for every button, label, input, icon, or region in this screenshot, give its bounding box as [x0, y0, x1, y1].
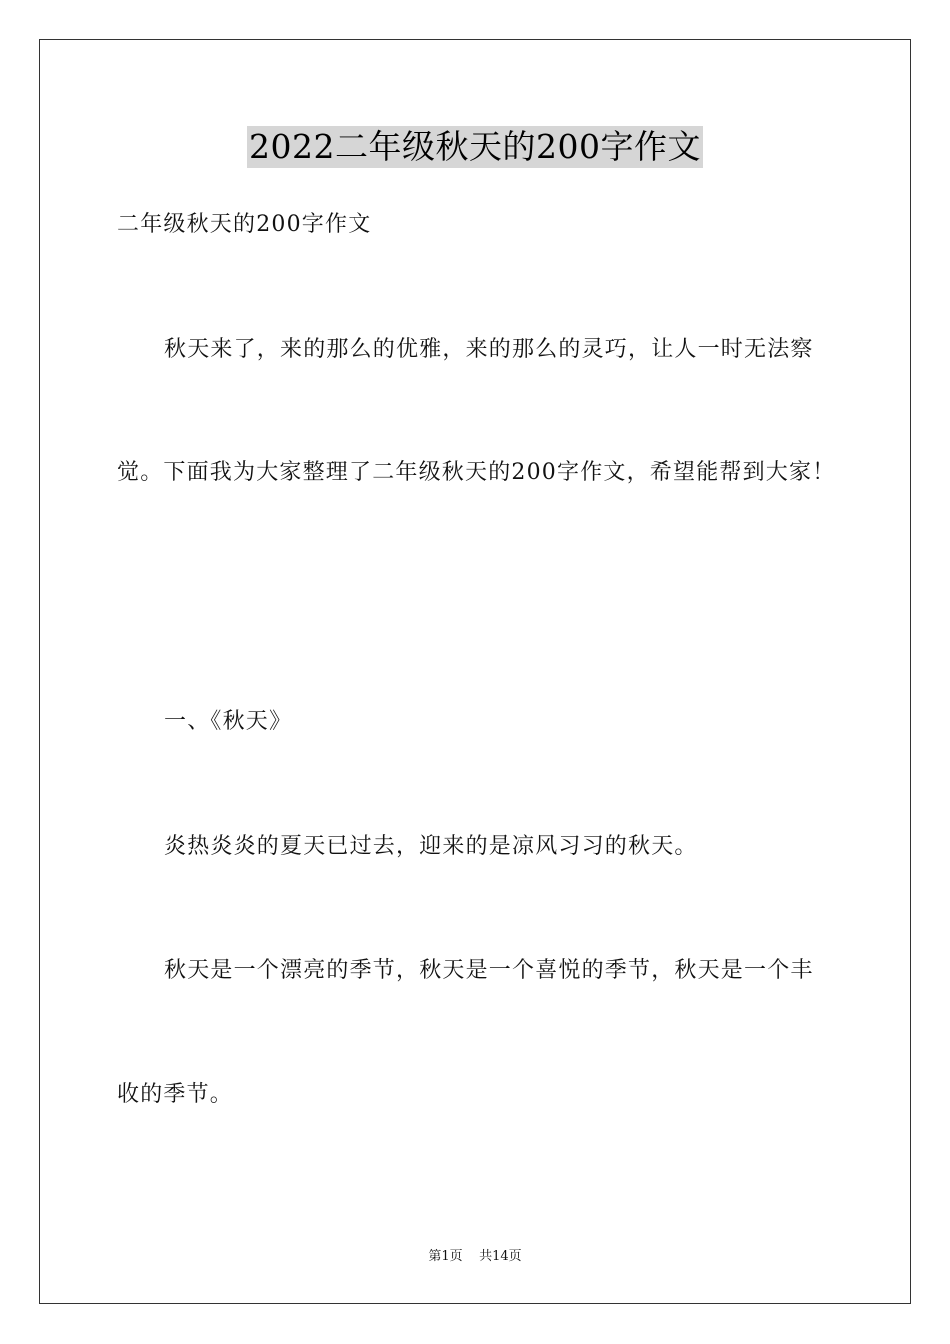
paragraph-line-1: 秋天来了，来的那么的优雅，来的那么的灵巧，让人一时无法察 [164, 337, 814, 362]
paragraph-line-5: 收的季节。 [117, 1082, 234, 1107]
document-subtitle: 二年级秋天的200字作文 [117, 212, 372, 237]
document-title: 2022二年级秋天的200字作文 [249, 127, 701, 166]
paragraph-line-4: 秋天是一个漂亮的季节，秋天是一个喜悦的季节，秋天是一个丰 [164, 958, 814, 983]
total-pages: 共14页 [479, 1249, 522, 1264]
title-container [0, 126, 950, 168]
section-heading: 一、《秋天》 [164, 709, 293, 734]
page-number: 第1页 [428, 1249, 463, 1264]
page-footer [0, 1248, 950, 1266]
paragraph-line-2: 觉。下面我为大家整理了二年级秋天的200字作文，希望能帮到大家！ [117, 460, 836, 485]
paragraph-line-3: 炎热炎炎的夏天已过去，迎来的是凉风习习的秋天。 [164, 834, 698, 859]
